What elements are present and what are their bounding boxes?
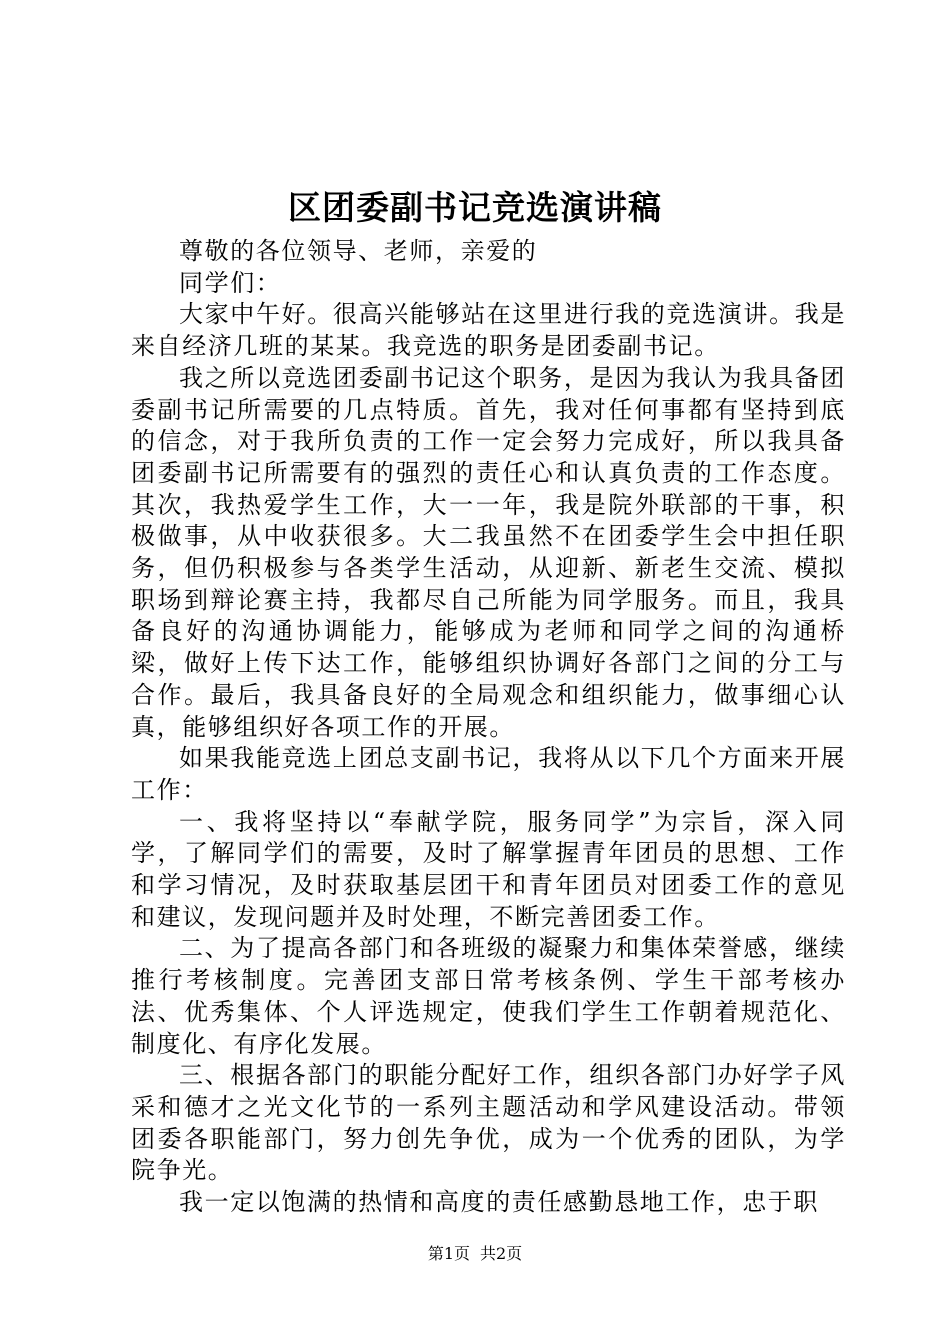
page-footer (0, 1242, 950, 1266)
body-paragraph: 同学们： (179, 268, 282, 297)
body-paragraph: 我之所以竞选团委副书记这个职务，是因为我认为我具备团委副书记所需要的几点特质。首先，我对任何事都有坚持到底的信念，对于我所负责的工作一定会努力完成好，所以我具备团委副书记所需要有的强烈的责任心和认真负责的工作态度。其次，我热爱学生工作，大一一年，我是院外联部的干事，积极做事，从中收获很多。大二我虽然不在团委学生会中担任职务，但仍积极参与各类学生活动，从迎新、新老生交流、模拟职场到辩论赛主持，我都尽自己所能为同学服务。而且，我具备良好的沟通协调能力，能够成为老师和同学之间的沟通桥梁，做好上传下达工作，能够组织协调好各部门之间的分工与合作。最后，我具备良好的全局观念和组织能力，做事细心认真，能够组织好各项工作的开展。 (131, 363, 846, 741)
page-number: 第1页 (427, 1244, 470, 1263)
body-paragraph: 一、我将坚持以“奉献学院，服务同学”为宗旨，深入同学，了解同学们的需要，及时了解掌握青年团员的思想、工作和学习情况，及时获取基层团干和青年团员对团委工作的意见和建议，发现问题并及时处理，不断完善团委工作。 (131, 807, 846, 931)
body-paragraph: 二、为了提高各部门和各班级的凝聚力和集体荣誉感，继续推行考核制度。完善团支部日常考核条例、学生干部考核办法、优秀集体、个人评选规定，使我们学生工作朝着规范化、制度化、有序化发展。 (131, 934, 846, 1058)
document-title: 区团委副书记竞选演讲稿 (288, 188, 662, 227)
body-paragraph: 我一定以饱满的热情和高度的责任感勤恳地工作，忠于职 (179, 1188, 819, 1217)
body-paragraph: 尊敬的各位领导、老师，亲爱的 (179, 237, 538, 265)
body-paragraph: 三、根据各部门的职能分配好工作，组织各部门办好学子风采和德才之光文化节的一系列主题活动和学风建设活动。带领团委各职能部门，努力创先争优，成为一个优秀的团队，为学院争光。 (131, 1061, 846, 1185)
page-total: 共2页 (480, 1244, 523, 1263)
document-body (131, 236, 846, 1219)
body-paragraph: 如果我能竞选上团总支副书记，我将从以下几个方面来开展工作： (131, 744, 846, 804)
body-paragraph: 大家中午好。很高兴能够站在这里进行我的竞选演讲。我是来自经济几班的某某。我竞选的职务是团委副书记。 (131, 300, 846, 361)
